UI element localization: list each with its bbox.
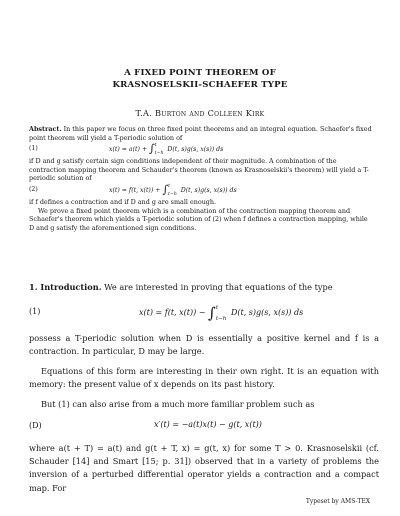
equation-lhs: x(t) = f(t, x(t)) −: [139, 308, 206, 317]
section-intro-line: [29, 281, 377, 294]
section-heading: 1. Introduction.: [29, 282, 102, 292]
integral-lower: t−h: [154, 151, 164, 157]
equation-number: (1): [29, 145, 38, 153]
equation-number: (1): [29, 307, 41, 316]
intro-paragraph-2: Equations of this form are interesting in their own right. It is an equation with memory: the present value of x depends on its past history.: [29, 366, 379, 390]
title-line-2: KRASNOSELSKII-SCHAEFER TYPE: [112, 80, 288, 90]
abstract-equation-1: [29, 142, 373, 157]
integral-lower: t−h: [168, 191, 177, 197]
typeset-footer: Typeset by AMS-TEX: [305, 498, 370, 505]
integral-sign: ∫: [162, 183, 169, 197]
abstract-para-3: if f defines a contraction and if D and g are small enough.: [29, 197, 217, 206]
section-intro-text: We are interested in proving that equations of the type: [104, 282, 333, 292]
integral-upper: t: [168, 183, 170, 189]
equation-lhs: x(t) = a(t) +: [109, 146, 148, 154]
abstract-para-2: if D and g satisfy certain sign conditions independent of their magnitude. A combination of the contraction mapping theorem and Schauder's theorem (known as Krasnoselskii's theorem) will yield a T-periodic solution of: [29, 157, 369, 183]
equation-integrand: D(t, s)g(s, x(s)) ds: [167, 146, 224, 154]
integral-sign: ∫: [149, 142, 155, 156]
intro-equation-1: [29, 303, 377, 325]
intro-paragraph-3: But (1) can also arise from a much more familiar problem such as: [41, 399, 315, 409]
abstract-para-4: We prove a fixed point theorem which is a combination of the contraction mapping theorem and Schaefer's theorem which yields a T-periodic solution of (2) when f defines a contraction mapping, while D and g satisfy the aforementioned sign conditions.: [29, 206, 368, 232]
abstract-equation-2: [29, 183, 373, 198]
intro-body-1: [29, 332, 379, 418]
equation-lhs: x(t) = f(t, x(t)) +: [109, 186, 161, 194]
integral-upper: t: [215, 304, 219, 311]
intro-paragraph-4: where a(t + T) = a(t) and g(t + T, x) = g(t, x) for some T > 0. Krasnoselskii (cf. Schauder [14] and Smart [15; p. 31]) observed that in a variety of problems the inversion of a perturbed differential operator yields a contraction and a compact map. For: [29, 443, 379, 493]
abstract-label: Abstract.: [29, 125, 62, 133]
equation-number: (D): [29, 421, 42, 430]
intro-equation-D: [29, 417, 377, 439]
equation-number: (2): [29, 185, 38, 193]
intro-body-2: [29, 442, 379, 501]
equation-integrand: D(t, s)g(s, x(s)) ds: [180, 186, 237, 194]
abstract-para-1: [29, 125, 373, 142]
equation-body: x′(t) = −a(t)x(t) − g(t, x(t)): [154, 420, 262, 429]
intro-paragraph-1: possess a T-periodic solution when D is essentially a positive kernel and f is a contraction. In particular, D may be large.: [29, 333, 379, 357]
abstract-text-1: In this paper we focus on three fixed point theorems and an integral equation. Schaefer's fixed point theorem will yield a T-periodic solution of: [29, 125, 372, 142]
integral-lower: t−h: [215, 315, 227, 322]
integral-upper: t: [154, 143, 157, 149]
abstract: [29, 125, 373, 232]
equation-integrand: D(t, s)g(s, x(s)) ds: [230, 308, 304, 317]
title-line-1: A FIXED POINT THEOREM OF: [124, 68, 276, 78]
integral-sign: ∫: [208, 304, 216, 322]
authors: T.A. Burton and Colleen Kirk: [135, 108, 265, 118]
